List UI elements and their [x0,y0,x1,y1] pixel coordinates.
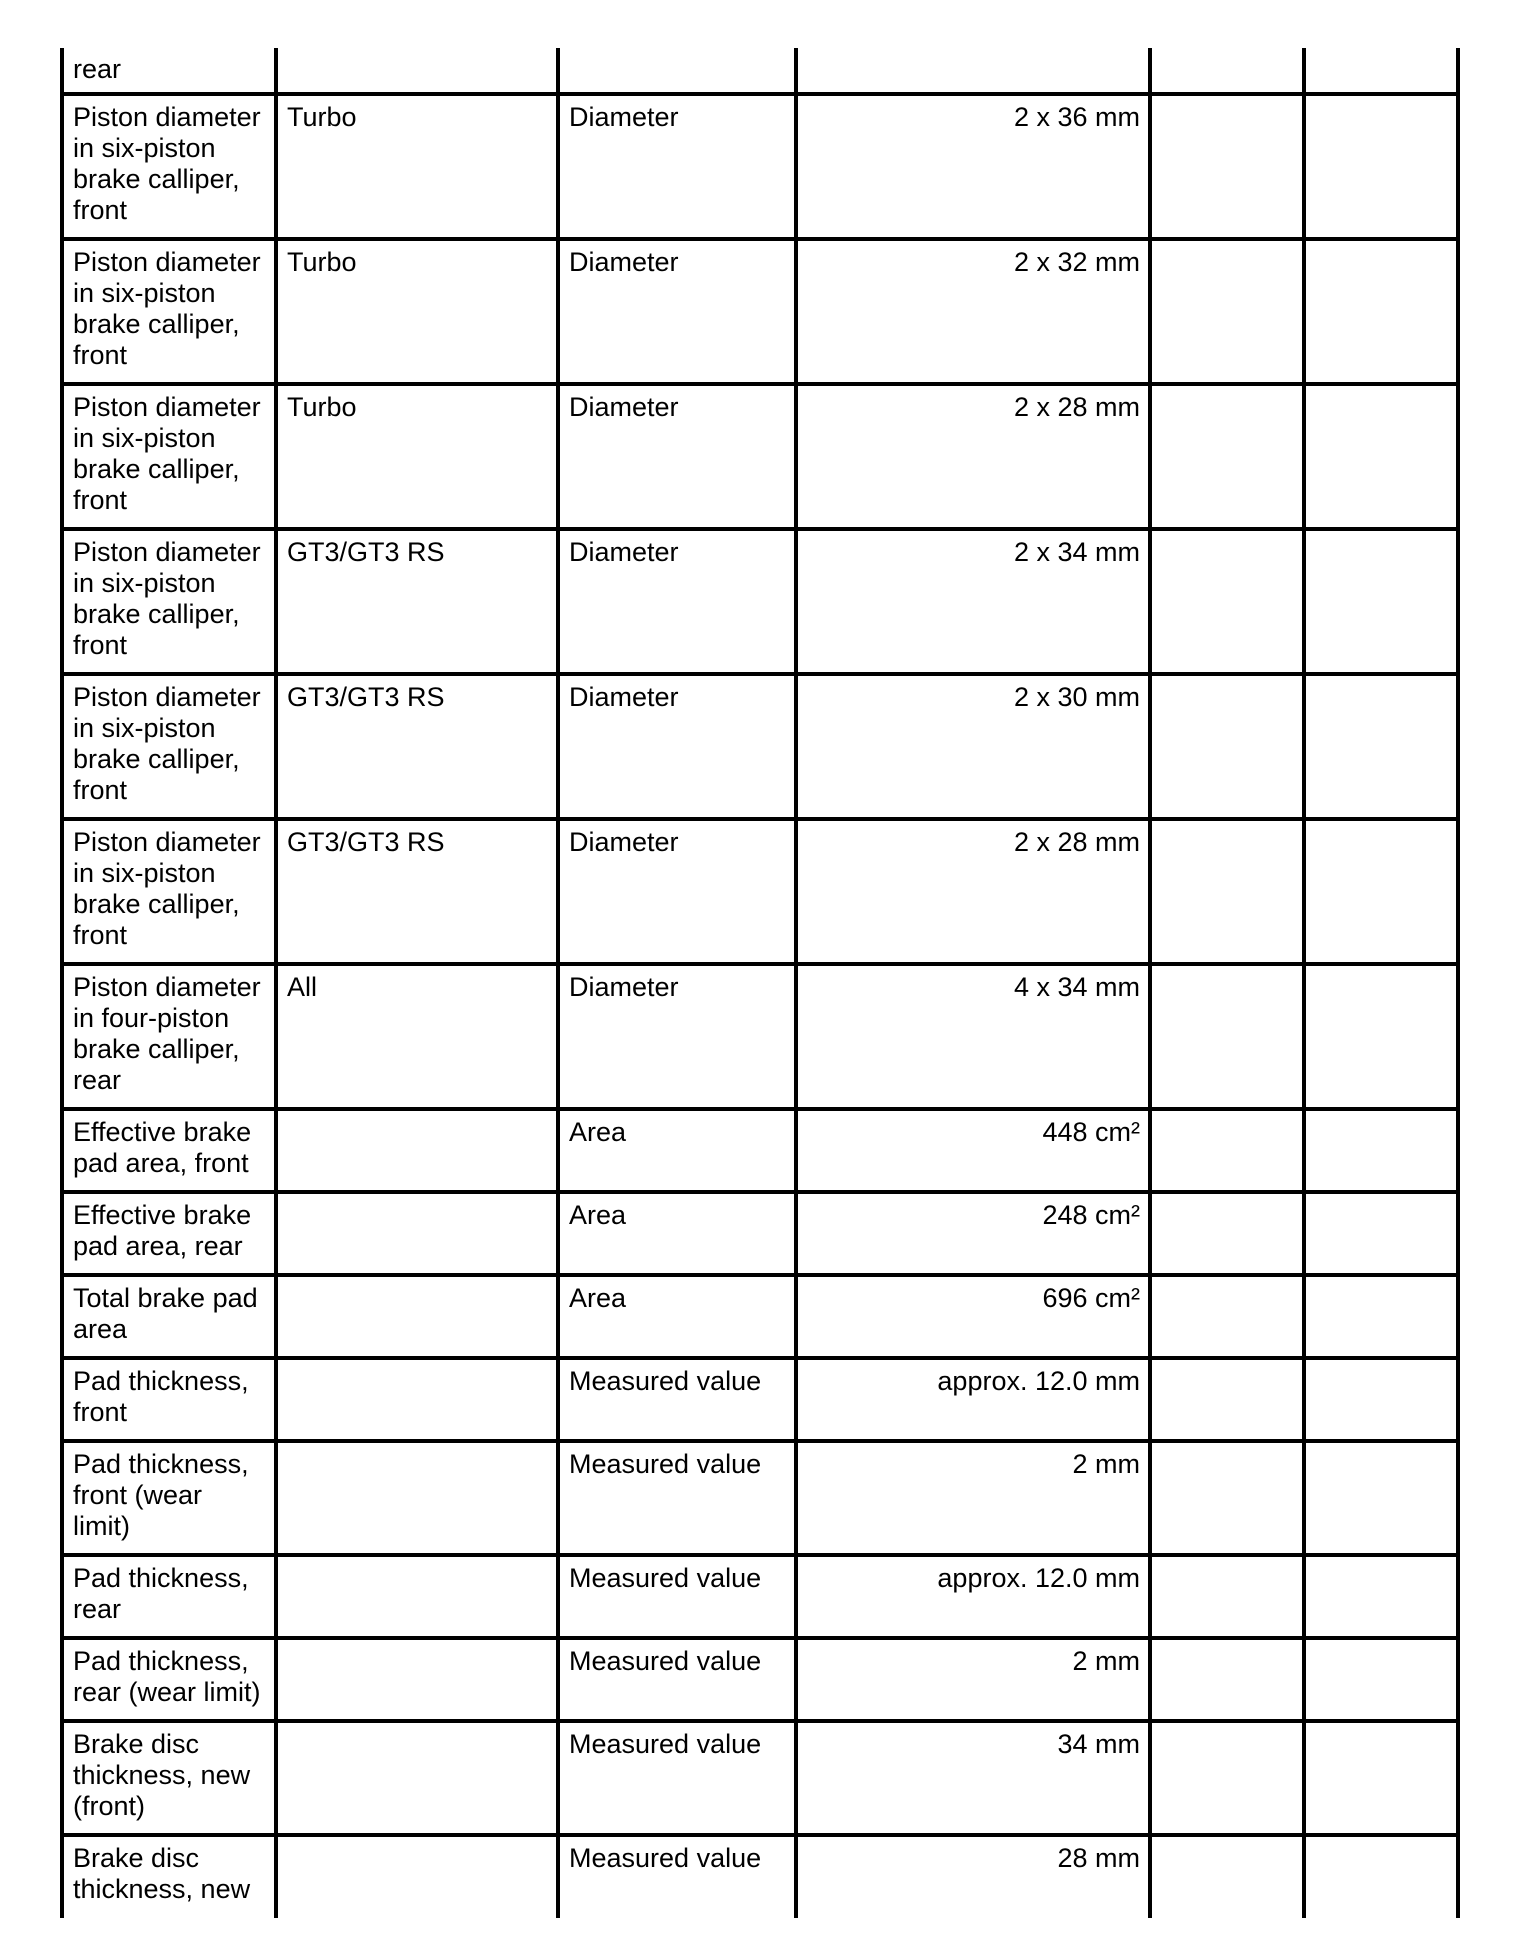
cell-variant [276,1835,558,1918]
cell-empty [1150,94,1304,239]
table-row [62,384,1458,529]
cell-value: 2 x 28 mm [796,819,1150,964]
table-row [62,94,1458,239]
cell-empty [1150,1441,1304,1555]
table-row [62,1721,1458,1835]
cell-empty [1150,1358,1304,1441]
cell-empty [1150,1721,1304,1835]
cell-empty [1150,384,1304,529]
cell-component: Pad thickness, front [62,1358,276,1441]
cell-variant: All [276,964,558,1109]
cell-type: Diameter [558,819,796,964]
cell-variant: Turbo [276,94,558,239]
cell-value: 28 mm [796,1835,1150,1918]
cell-type: Diameter [558,964,796,1109]
cell-component: Total brake pad area [62,1275,276,1358]
cell-empty [1304,1441,1458,1555]
cell-empty [1150,674,1304,819]
cell-value: 248 cm² [796,1192,1150,1275]
cell-type: Measured value [558,1358,796,1441]
cell-component: Piston diameter in six-piston brake calliper, front [62,529,276,674]
cell-empty [1304,674,1458,819]
cell-variant [276,1441,558,1555]
cell-empty [1304,384,1458,529]
cell-empty [1150,1275,1304,1358]
spec-table-body [62,48,1458,1918]
cell-value: 2 x 32 mm [796,239,1150,384]
cell-type: Measured value [558,1555,796,1638]
cell-empty [1150,239,1304,384]
cell-type: Diameter [558,674,796,819]
cell-component: Brake disc thickness, new (front) [62,1721,276,1835]
cell-type: Diameter [558,94,796,239]
cell-empty [1304,964,1458,1109]
table-row [62,48,1458,94]
cell-component: Brake disc thickness, new [62,1835,276,1918]
cell-empty [1304,239,1458,384]
cell-empty [1304,1192,1458,1275]
cell-variant [276,1192,558,1275]
cell-empty [1304,94,1458,239]
cell-empty [1150,1835,1304,1918]
table-row [62,1358,1458,1441]
cell-component: Pad thickness, rear [62,1555,276,1638]
cell-variant [276,1638,558,1721]
cell-variant [276,48,558,94]
table-row [62,1638,1458,1721]
cell-value: 34 mm [796,1721,1150,1835]
cell-empty [1304,529,1458,674]
table-row [62,1441,1458,1555]
table-row [62,1835,1458,1918]
table-row [62,819,1458,964]
cell-value: 696 cm² [796,1275,1150,1358]
cell-empty [1150,48,1304,94]
cell-component: Pad thickness, rear (wear limit) [62,1638,276,1721]
cell-type: Area [558,1275,796,1358]
cell-type: Diameter [558,239,796,384]
cell-component: rear [62,48,276,94]
cell-variant: Turbo [276,239,558,384]
cell-empty [1304,1555,1458,1638]
table-row [62,529,1458,674]
cell-variant: GT3/GT3 RS [276,529,558,674]
cell-empty [1150,819,1304,964]
table-row [62,239,1458,384]
cell-empty [1304,1275,1458,1358]
cell-component: Effective brake pad area, front [62,1109,276,1192]
cell-component: Pad thickness, front (wear limit) [62,1441,276,1555]
cell-value: approx. 12.0 mm [796,1555,1150,1638]
cell-variant [276,1555,558,1638]
cell-empty [1150,1192,1304,1275]
cell-component: Effective brake pad area, rear [62,1192,276,1275]
cell-value: 2 x 28 mm [796,384,1150,529]
cell-value: 2 x 30 mm [796,674,1150,819]
cell-value: 2 x 34 mm [796,529,1150,674]
cell-variant [276,1275,558,1358]
cell-type [558,48,796,94]
cell-value: approx. 12.0 mm [796,1358,1150,1441]
cell-variant [276,1109,558,1192]
cell-variant [276,1358,558,1441]
cell-component: Piston diameter in six-piston brake calliper, front [62,239,276,384]
cell-empty [1304,48,1458,94]
cell-component: Piston diameter in four-piston brake calliper, rear [62,964,276,1109]
cell-variant: Turbo [276,384,558,529]
cell-type: Measured value [558,1441,796,1555]
cell-variant [276,1721,558,1835]
table-row [62,674,1458,819]
cell-type: Diameter [558,384,796,529]
cell-type: Measured value [558,1835,796,1918]
cell-type: Area [558,1192,796,1275]
cell-type: Diameter [558,529,796,674]
cell-empty [1304,1638,1458,1721]
spec-table [60,48,1460,1918]
cell-component: Piston diameter in six-piston brake calliper, front [62,674,276,819]
cell-value: 2 mm [796,1638,1150,1721]
cell-variant: GT3/GT3 RS [276,674,558,819]
cell-empty [1150,529,1304,674]
cell-empty [1150,1638,1304,1721]
cell-value [796,48,1150,94]
cell-empty [1304,1109,1458,1192]
cell-empty [1150,964,1304,1109]
table-row [62,1192,1458,1275]
cell-value: 2 x 36 mm [796,94,1150,239]
cell-empty [1304,819,1458,964]
table-row [62,1109,1458,1192]
table-row [62,1555,1458,1638]
cell-variant: GT3/GT3 RS [276,819,558,964]
cell-value: 4 x 34 mm [796,964,1150,1109]
cell-component: Piston diameter in six-piston brake calliper, front [62,819,276,964]
cell-type: Measured value [558,1638,796,1721]
cell-component: Piston diameter in six-piston brake calliper, front [62,94,276,239]
cell-type: Measured value [558,1721,796,1835]
cell-type: Area [558,1109,796,1192]
cell-empty [1304,1835,1458,1918]
table-row [62,1275,1458,1358]
cell-value: 2 mm [796,1441,1150,1555]
cell-value: 448 cm² [796,1109,1150,1192]
table-row [62,964,1458,1109]
cell-empty [1150,1109,1304,1192]
cell-empty [1304,1358,1458,1441]
cell-empty [1304,1721,1458,1835]
cell-empty [1150,1555,1304,1638]
cell-component: Piston diameter in six-piston brake calliper, front [62,384,276,529]
